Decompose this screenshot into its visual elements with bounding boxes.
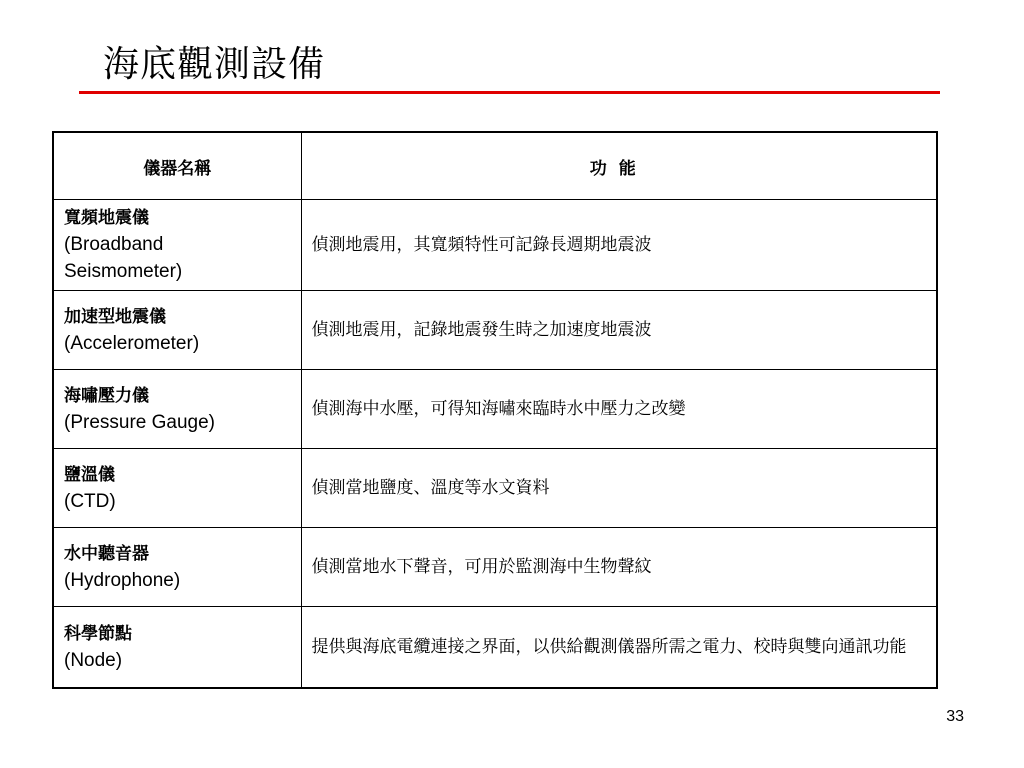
instrument-name-zh: 科學節點 [64,623,132,644]
page-number: 33 [946,708,964,725]
instrument-name-cell [53,607,301,689]
instrument-function: 偵測地震用，記錄地震發生時之加速度地震波 [301,291,937,370]
instrument-name-en: (Accelerometer) [64,332,200,354]
instrument-name-cell [53,370,301,449]
header-instrument-name: 儀器名稱 [53,132,301,200]
instrument-name-en: (Pressure Gauge) [64,411,216,433]
instrument-name-zh: 海嘯壓力儀 [64,385,149,406]
instrument-name-en: (Hydrophone) [64,569,181,591]
title-underline [79,91,940,94]
instrument-name-en: (Node) [64,649,123,671]
instrument-function: 偵測當地鹽度、溫度等水文資料 [301,449,937,528]
instrument-function: 偵測海中水壓，可得知海嘯來臨時水中壓力之改變 [301,370,937,449]
instrument-name-cell [53,528,301,607]
table-row [53,449,937,528]
table-row [53,370,937,449]
instrument-name-zh: 水中聽音器 [64,543,149,564]
instrument-name-zh: 鹽溫儀 [64,464,115,485]
instrument-name-en: (Broadband Seismometer) [64,234,183,282]
instrument-name-zh: 加速型地震儀 [64,306,166,327]
instrument-name-cell [53,291,301,370]
table-row [53,200,937,291]
equipment-table [52,131,938,689]
slide-title: 海底觀測設備 [103,44,326,85]
instrument-name-zh: 寬頻地震儀 [64,208,149,228]
table-row [53,528,937,607]
table-header-row [53,132,937,200]
instrument-function: 提供與海底電纜連接之界面，以供給觀測儀器所需之電力、校時與雙向通訊功能 [301,607,937,689]
header-function: 功能 [301,132,937,200]
instrument-function: 偵測地震用，其寬頻特性可記錄長週期地震波 [301,200,937,291]
instrument-name-cell [53,449,301,528]
table-row [53,291,937,370]
instrument-name-en: (CTD) [64,490,116,512]
instrument-name-cell [53,200,301,291]
table-row [53,607,937,689]
instrument-function: 偵測當地水下聲音，可用於監測海中生物聲紋 [301,528,937,607]
